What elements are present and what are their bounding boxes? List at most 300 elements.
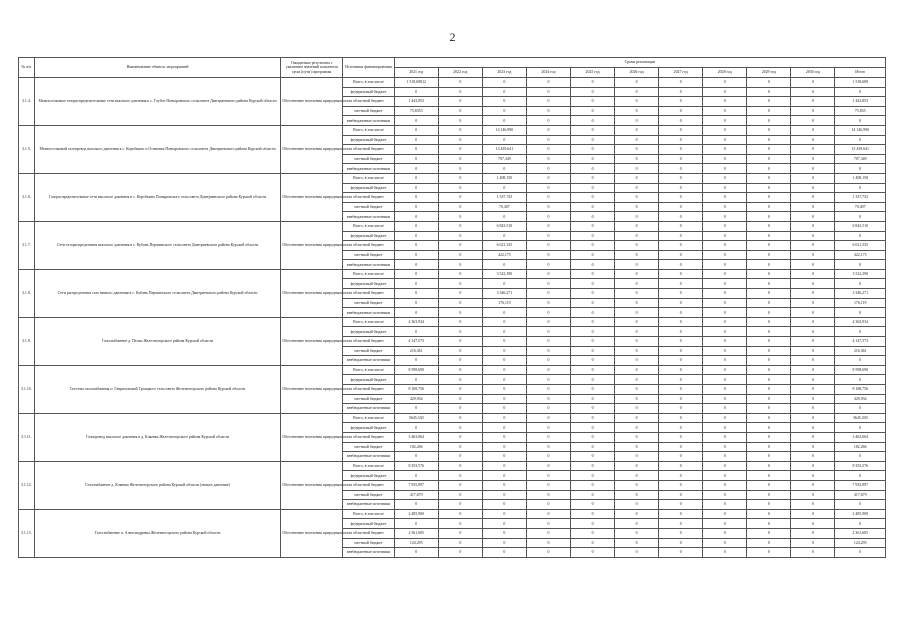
funding-source: Всего, в том числе	[343, 125, 394, 135]
year-value: 0	[394, 116, 438, 126]
year-value: 0	[747, 413, 791, 423]
year-value: 0	[526, 154, 570, 164]
year-value: 0	[615, 260, 659, 270]
year-value: 0	[526, 298, 570, 308]
header-year: 2027 год	[659, 68, 703, 78]
year-value: 0	[615, 164, 659, 174]
total-value: 0	[835, 135, 886, 145]
year-value: 0	[703, 317, 747, 327]
year-value: 0	[747, 509, 791, 519]
year-value: 0	[526, 221, 570, 231]
year-value: 0	[526, 97, 570, 107]
year-value: 0	[526, 231, 570, 241]
total-value: 7 935,897	[835, 480, 886, 490]
year-value: 0	[703, 519, 747, 529]
year-value: 0	[747, 461, 791, 471]
year-value: 0	[571, 116, 615, 126]
year-value: 0	[571, 106, 615, 116]
year-value: 0	[615, 337, 659, 347]
year-value: 3645,330	[394, 413, 438, 423]
table-row	[19, 413, 886, 423]
header-result: Ожидаемые результаты с указанием значений показателя цели (пути) программы	[281, 58, 343, 78]
year-value: 0	[615, 500, 659, 510]
year-value: 0	[615, 116, 659, 126]
year-value: 0	[659, 528, 703, 538]
year-value: 0	[438, 423, 482, 433]
year-value: 0	[791, 231, 835, 241]
year-value: 0	[394, 500, 438, 510]
total-value: 3 522,390	[835, 269, 886, 279]
year-value: 0	[659, 423, 703, 433]
year-value: 0	[571, 413, 615, 423]
expected-result: Обеспечение населения природным газом	[281, 461, 343, 509]
funding-source: областной бюджет	[343, 528, 394, 538]
year-value: 0	[526, 202, 570, 212]
year-value: 0	[791, 269, 835, 279]
total-value: 6 021,335	[835, 241, 886, 251]
object-name: Межпоселковые газораспределительные сети высокого давления к с. Глубое Поныровского сельсовета Дмитриевского района Курской области	[34, 78, 281, 126]
year-value: 0	[615, 327, 659, 337]
header-year: 2028 год	[703, 68, 747, 78]
year-value: 0	[526, 394, 570, 404]
year-value: 0	[394, 279, 438, 289]
year-value: 0	[659, 106, 703, 116]
year-value: 0	[571, 500, 615, 510]
expected-result: Обеспечение населения природным газом	[281, 365, 343, 413]
year-value: 0	[571, 154, 615, 164]
year-value: 0	[659, 394, 703, 404]
year-value: 0	[526, 269, 570, 279]
year-value: 0	[791, 193, 835, 203]
year-value: 0	[526, 471, 570, 481]
year-value: 0	[747, 432, 791, 442]
year-value: 0	[526, 346, 570, 356]
year-value: 0	[791, 173, 835, 183]
year-value: 0	[703, 394, 747, 404]
year-value: 0	[571, 490, 615, 500]
year-value: 0	[571, 528, 615, 538]
year-value: 0	[438, 97, 482, 107]
year-value: 0	[703, 78, 747, 88]
year-value: 0	[703, 145, 747, 155]
year-value: 0	[571, 164, 615, 174]
funding-source: областной бюджет	[343, 241, 394, 251]
funding-source: федеральный бюджет	[343, 471, 394, 481]
total-value: 0	[835, 164, 886, 174]
year-value: 0	[615, 78, 659, 88]
year-value: 0	[703, 231, 747, 241]
funding-source: областной бюджет	[343, 97, 394, 107]
header-year: 2024 год	[526, 68, 570, 78]
year-value: 0	[747, 269, 791, 279]
year-value: 6 843,510	[482, 221, 526, 231]
year-value: 0	[791, 500, 835, 510]
year-value: 0	[571, 337, 615, 347]
total-value: 124,295	[835, 538, 886, 548]
year-value: 14 146,990	[482, 125, 526, 135]
year-value: 0	[615, 279, 659, 289]
year-value: 0	[482, 432, 526, 442]
year-value: 0	[615, 471, 659, 481]
year-value: 0	[438, 442, 482, 452]
year-value: 0	[791, 317, 835, 327]
year-value: 0	[791, 375, 835, 385]
year-value: 0	[659, 250, 703, 260]
year-value: 0	[703, 298, 747, 308]
year-value: 0	[659, 183, 703, 193]
year-value: 0	[703, 289, 747, 299]
year-value: 0	[482, 404, 526, 414]
year-value: 0	[482, 308, 526, 318]
year-value: 0	[659, 317, 703, 327]
total-value: 0	[835, 87, 886, 97]
year-value: 0	[615, 231, 659, 241]
total-value: 3645,330	[835, 413, 886, 423]
year-value: 0	[571, 442, 615, 452]
year-value: 0	[747, 116, 791, 126]
header-year: 2029 год	[747, 68, 791, 78]
year-value: 0	[747, 212, 791, 222]
funding-source: Всего, в том числе	[343, 365, 394, 375]
year-value: 0	[394, 212, 438, 222]
year-value: 0	[526, 365, 570, 375]
total-value: 1 443,853	[835, 97, 886, 107]
year-value: 0	[438, 432, 482, 442]
year-value: 0	[615, 241, 659, 251]
total-value: 13 439,641	[835, 145, 886, 155]
year-value: 0	[791, 442, 835, 452]
year-value: 0	[571, 202, 615, 212]
year-value: 0	[747, 202, 791, 212]
year-value: 0	[659, 164, 703, 174]
funding-source: федеральный бюджет	[343, 519, 394, 529]
header-source: Источники финансирования	[343, 58, 394, 78]
year-value: 0	[526, 423, 570, 433]
total-value: 0	[835, 212, 886, 222]
year-value: 0	[394, 452, 438, 462]
year-value: 0	[438, 375, 482, 385]
year-value: 0	[791, 87, 835, 97]
year-value: 0	[526, 509, 570, 519]
year-value: 0	[482, 413, 526, 423]
year-value: 0	[659, 365, 703, 375]
year-value: 707,349	[482, 154, 526, 164]
year-value: 0	[791, 394, 835, 404]
year-value: 0	[615, 394, 659, 404]
total-value: 1 408,150	[835, 173, 886, 183]
table-row	[19, 461, 886, 471]
year-value: 0	[482, 490, 526, 500]
year-value: 0	[526, 260, 570, 270]
year-value: 0	[438, 164, 482, 174]
year-value: 0	[438, 461, 482, 471]
row-number: 3.1.8.	[19, 269, 35, 317]
year-value: 0	[394, 519, 438, 529]
object-name: Газопровод высокого давления в д. Кляевка Железногорского района Курской области	[34, 413, 281, 461]
year-value: 0	[482, 279, 526, 289]
year-value: 0	[482, 375, 526, 385]
year-value: 0	[747, 365, 791, 375]
year-value: 0	[615, 509, 659, 519]
year-value: 1 408,150	[482, 173, 526, 183]
funding-source: федеральный бюджет	[343, 423, 394, 433]
header-year: 2023 год	[482, 68, 526, 78]
year-value: 0	[526, 413, 570, 423]
funding-source: Всего, в том числе	[343, 173, 394, 183]
year-value: 0	[659, 298, 703, 308]
year-value: 0	[615, 548, 659, 558]
year-value: 0	[526, 538, 570, 548]
year-value: 0	[438, 125, 482, 135]
year-value: 0	[791, 538, 835, 548]
total-value: 0	[835, 116, 886, 126]
year-value: 0	[703, 87, 747, 97]
year-value: 0	[791, 250, 835, 260]
year-value: 0	[482, 231, 526, 241]
year-value: 0	[482, 442, 526, 452]
funding-source: Всего, в том числе	[343, 509, 394, 519]
funding-source: Всего, в том числе	[343, 461, 394, 471]
year-value: 0	[482, 471, 526, 481]
year-value: 0	[438, 490, 482, 500]
year-value: 0	[747, 337, 791, 347]
funding-source: федеральный бюджет	[343, 231, 394, 241]
year-value: 0	[615, 452, 659, 462]
year-value: 0	[791, 461, 835, 471]
year-value: 0	[438, 298, 482, 308]
year-value: 0	[526, 480, 570, 490]
year-value: 0	[438, 308, 482, 318]
year-value: 0	[394, 145, 438, 155]
total-value: 4 147,573	[835, 337, 886, 347]
year-value: 0	[747, 452, 791, 462]
year-value: 0	[747, 164, 791, 174]
year-value: 3 346,271	[482, 289, 526, 299]
header-period: Сроки реализации	[394, 58, 885, 68]
year-value: 0	[659, 356, 703, 366]
funding-source: федеральный бюджет	[343, 183, 394, 193]
year-value: 0	[659, 471, 703, 481]
year-value: 0	[438, 193, 482, 203]
funding-source: внебюджетные источники	[343, 164, 394, 174]
year-value: 0	[703, 413, 747, 423]
funding-source: областной бюджет	[343, 432, 394, 442]
year-value: 6 021,335	[482, 241, 526, 251]
year-value: 0	[703, 260, 747, 270]
year-value: 0	[438, 480, 482, 490]
table-row	[19, 365, 886, 375]
year-value: 0	[703, 500, 747, 510]
year-value: 0	[747, 346, 791, 356]
year-value: 0	[659, 385, 703, 395]
header-year: 2022 год	[438, 68, 482, 78]
year-value: 0	[394, 356, 438, 366]
year-value: 0	[482, 116, 526, 126]
year-value: 0	[526, 125, 570, 135]
year-value: 0	[615, 173, 659, 183]
year-value: 0	[615, 97, 659, 107]
total-value: 422,175	[835, 250, 886, 260]
year-value: 0	[482, 394, 526, 404]
year-value: 0	[615, 538, 659, 548]
year-value: 0	[394, 202, 438, 212]
total-value: 216,361	[835, 346, 886, 356]
year-value: 0	[747, 442, 791, 452]
year-value: 0	[703, 250, 747, 260]
funding-source: внебюджетные источники	[343, 548, 394, 558]
total-value: 0	[835, 519, 886, 529]
year-value: 0	[482, 135, 526, 145]
year-value: 0	[571, 241, 615, 251]
year-value: 0	[659, 87, 703, 97]
year-value: 4 147,573	[394, 337, 438, 347]
year-value: 0	[571, 327, 615, 337]
year-value: 0	[747, 490, 791, 500]
year-value: 1 518,69812	[394, 78, 438, 88]
year-value: 0	[791, 183, 835, 193]
year-value: 0	[438, 548, 482, 558]
year-value: 0	[571, 356, 615, 366]
year-value: 0	[438, 385, 482, 395]
year-value: 0	[571, 97, 615, 107]
year-value: 0	[747, 375, 791, 385]
funding-source: областной бюджет	[343, 480, 394, 490]
funding-source: внебюджетные источники	[343, 356, 394, 366]
object-name: Межпоселковый газопровод высокого давления к с. Коробкино и Осиновка Поныровского сельсовета Дмитриевского района Курской области	[34, 125, 281, 173]
year-value: 0	[438, 404, 482, 414]
year-value: 0	[747, 500, 791, 510]
year-value: 0	[571, 78, 615, 88]
funding-source: внебюджетные источники	[343, 500, 394, 510]
funding-source: областной бюджет	[343, 145, 394, 155]
year-value: 0	[615, 135, 659, 145]
year-value: 124,295	[394, 538, 438, 548]
funding-source: Всего, в том числе	[343, 317, 394, 327]
header-num: № п/п	[19, 58, 35, 78]
year-value: 0	[438, 471, 482, 481]
year-value: 0	[394, 404, 438, 414]
year-value: 0	[791, 260, 835, 270]
year-value: 0	[615, 356, 659, 366]
total-value: 2 361,605	[835, 528, 886, 538]
year-value: 0	[747, 423, 791, 433]
year-value: 0	[703, 221, 747, 231]
year-value: 0	[747, 394, 791, 404]
year-value: 0	[659, 337, 703, 347]
year-value: 0	[747, 231, 791, 241]
year-value: 0	[438, 327, 482, 337]
year-value: 0	[615, 212, 659, 222]
year-value: 0	[526, 145, 570, 155]
expected-result: Обеспечение населения природным газом	[281, 413, 343, 461]
year-value: 0	[482, 509, 526, 519]
year-value: 0	[615, 442, 659, 452]
year-value: 0	[571, 298, 615, 308]
year-value: 0	[791, 289, 835, 299]
year-value: 0	[703, 452, 747, 462]
year-value: 0	[703, 202, 747, 212]
year-value: 3 463,064	[394, 432, 438, 442]
year-value: 3 522,390	[482, 269, 526, 279]
year-value: 0	[438, 145, 482, 155]
year-value: 417,679	[394, 490, 438, 500]
year-value: 0	[659, 231, 703, 241]
total-value: 8 598,690	[835, 365, 886, 375]
year-value: 0	[526, 212, 570, 222]
year-value: 0	[526, 106, 570, 116]
funding-source: местный бюджет	[343, 202, 394, 212]
total-value: 4 363,934	[835, 317, 886, 327]
table-row	[19, 317, 886, 327]
year-value: 0	[791, 154, 835, 164]
year-value: 0	[703, 269, 747, 279]
year-value: 0	[791, 116, 835, 126]
year-value: 0	[615, 154, 659, 164]
funding-source: внебюджетные источники	[343, 308, 394, 318]
year-value: 0	[615, 250, 659, 260]
year-value: 0	[571, 423, 615, 433]
year-value: 0	[526, 404, 570, 414]
total-value: 707,349	[835, 154, 886, 164]
year-value: 0	[526, 385, 570, 395]
year-value: 0	[482, 164, 526, 174]
total-value: 0	[835, 471, 886, 481]
funding-source: местный бюджет	[343, 250, 394, 260]
funding-source: внебюджетные источники	[343, 260, 394, 270]
year-value: 8 168,756	[394, 385, 438, 395]
year-value: 0	[703, 337, 747, 347]
year-value: 0	[747, 250, 791, 260]
year-value: 0	[526, 116, 570, 126]
year-value: 0	[526, 308, 570, 318]
header-name: Наименование объекта, мероприятий	[34, 58, 281, 78]
year-value: 0	[526, 317, 570, 327]
year-value: 0	[571, 183, 615, 193]
object-name: Газоснабжение д. Пески Железногорского района Курской области	[34, 317, 281, 365]
year-value: 0	[526, 500, 570, 510]
year-value: 0	[659, 145, 703, 155]
year-value: 0	[791, 365, 835, 375]
year-value: 0	[571, 346, 615, 356]
year-value: 0	[482, 78, 526, 88]
page-number: 2	[449, 30, 456, 44]
year-value: 0	[703, 125, 747, 135]
year-value: 0	[394, 471, 438, 481]
year-value: 0	[703, 423, 747, 433]
year-value: 0	[526, 452, 570, 462]
year-value: 0	[482, 385, 526, 395]
year-value: 0	[747, 528, 791, 538]
year-value: 0	[659, 413, 703, 423]
year-value: 0	[526, 528, 570, 538]
year-value: 0	[482, 212, 526, 222]
funding-source: Всего, в том числе	[343, 413, 394, 423]
year-value: 0	[571, 548, 615, 558]
row-number: 3.1.13.	[19, 509, 35, 557]
object-name: Газоснабжение д. Кляевка Железногорского района Курской области (низкое давление)	[34, 461, 281, 509]
funding-source: федеральный бюджет	[343, 327, 394, 337]
year-value: 0	[526, 135, 570, 145]
year-value: 0	[615, 317, 659, 327]
year-value: 0	[571, 432, 615, 442]
year-value: 0	[747, 519, 791, 529]
year-value: 0	[394, 241, 438, 251]
year-value: 0	[703, 432, 747, 442]
year-value: 0	[571, 509, 615, 519]
object-name: Газораспределительные сети высокого давления в с. Коробкино Поныровского сельсовета Дмитриевского района Курской области	[34, 173, 281, 221]
year-value: 0	[703, 385, 747, 395]
total-value: 8 168,756	[835, 385, 886, 395]
